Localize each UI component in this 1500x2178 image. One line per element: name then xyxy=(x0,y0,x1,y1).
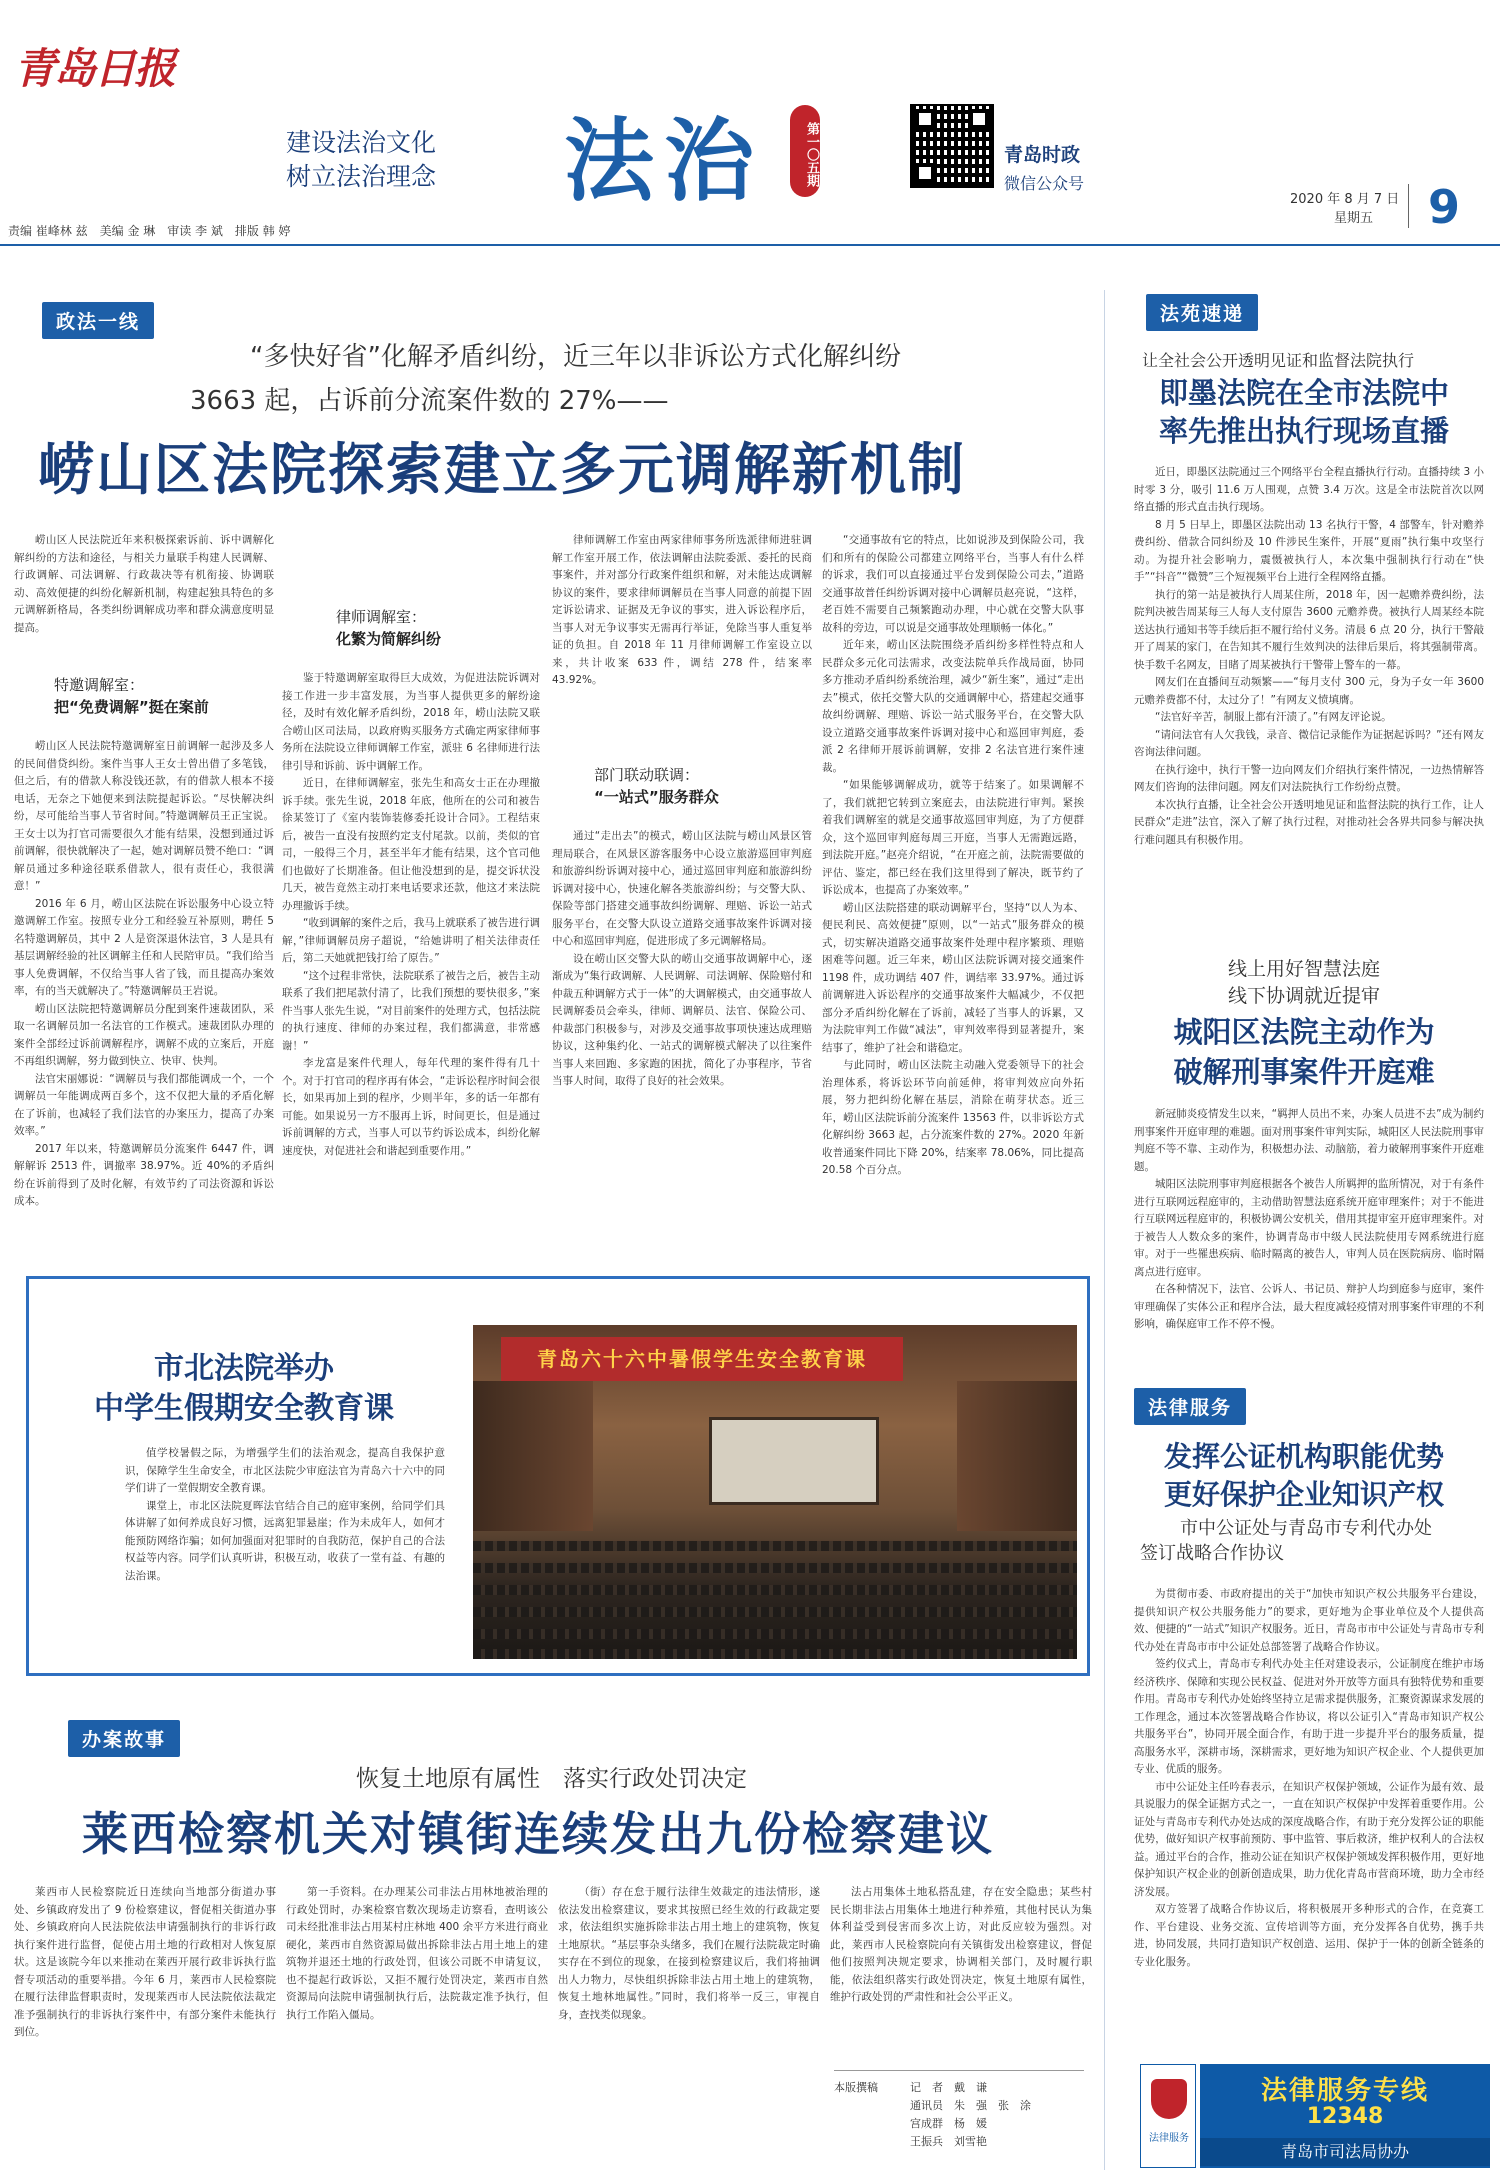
story3-kicker-line2: 签订战略合作协议 xyxy=(1140,1543,1284,1564)
paragraph: 第一手资料。在办理某公司非法占用林地被治理的行政处罚时，办案检察官数次现场走访察看，查明该公司未经批准非法占用某村庄林地 400 余平方米进行商业硬化，莱西市自然资源局做出拆除非法占用土地上的建筑物并退还土地的行政处罚，但该公司既不申请复议，也不提起行政诉讼，又拒不履行处罚决定，莱西市自然资源局向法院申请强制执行后，法院裁定准予执行，但执行工作陷入僵局。 xyxy=(286,1886,548,2021)
story3-headline-line2: 更好保护企业知识产权 xyxy=(1163,1478,1444,1511)
story2-kicker-line1: 线上用好智慧法庭 xyxy=(1227,958,1380,980)
issue-label: 第一〇五期 xyxy=(804,121,819,187)
side-kicker: 让全社会公开透明见证和监督法院执行 xyxy=(1142,351,1415,370)
subhead-3-line1: 部门联动联调： xyxy=(594,766,700,784)
side-headline-line1: 即墨法院在全市法院中 xyxy=(1158,376,1449,410)
paragraph: 近日，在律师调解室，张先生和高女士正在办理撤诉手续。张先生说，2018 年底，他所在的公司和被告徐某签订了《室内装饰装修委托设计合同》。工程结束后，被告一直没有按照约定支付尾款。以前，类似的官司，一般得三个月，甚至半年才能有结果，这个官司他们也做好了长期准备。但让他没想到的是，提交诉状没几天，被告竟然主动打来电话要求还款，他这才来法院办理撤诉手续。 xyxy=(282,777,540,912)
paragraph: 鉴于特邀调解室取得巨大成效，为促进法院诉调对接工作进一步丰富发展，为当事人提供更多的解纷途径，及时有效化解矛盾纠纷，2018 年，崂山法院又联合崂山区司法局，以政府购买服务方式确定两家律师事务所在法院设立律师调解工作室，派驻 6 名律师进行法律引导和诉前、诉中调解工作。 xyxy=(282,672,540,772)
bottom-headline: 莱西检察机关对镇街连续发出九份检察建议 xyxy=(82,1807,994,1861)
main-col3a xyxy=(552,532,812,754)
qr-code-icon xyxy=(910,104,994,188)
stage-curtain-right xyxy=(957,1381,1077,1531)
paragraph: “收到调解的案件之后，我马上就联系了被告进行调解，”律师调解员房子超说，“给她讲明了相关法律责任后，第二天她就把钱打给了原告。” xyxy=(282,917,540,964)
feature-text xyxy=(125,1445,445,1643)
paragraph: 近年来，崂山区法院围绕矛盾纠纷多样性特点和人民群众多元化司法需求，改变法院单兵作战局面，协同多方推动矛盾纠纷系统治理，减少“新生案”，通过“走出去”模式，依托交警大队的交通调解中心，搭建起交通事故纠纷调解、理赔、诉讼一站式服务平台，在交警大队设立道路交通事故案件诉调对接中心和巡回审判庭，委派 2 名律师开展诉前调解，安排 2 名法官进行案件速裁。 xyxy=(822,639,1084,774)
legal-hotline-ad xyxy=(1200,2064,1490,2168)
story3-kicker xyxy=(1140,1516,1490,1566)
story2-headline-line2: 破解刑事案件开庭难 xyxy=(1173,1055,1435,1089)
paragraph: （街）存在怠于履行法律生效裁定的违法情形，遂依法发出检察建议，要求其按照已经生效的行政裁定要求，依法组织实施拆除非法占用土地上的建筑物，恢复土地原状。“基层事杂头绪多，我们在履行法院裁定时确实存在不到位的现象，在接到检察建议后，我们将抽调出人力物力，尽快组织拆除非法占用土地上的建筑物，恢复土地林地属性。”同时，我们将举一反三，审视自身，查找类似现象。 xyxy=(558,1886,820,2021)
issue-date xyxy=(1290,190,1399,228)
bottom-col2 xyxy=(286,1884,548,2174)
subhead-3-line2: “一站式”服务群众 xyxy=(594,788,719,806)
story2-headline xyxy=(1118,1012,1490,1092)
paragraph: 2017 年以来，特邀调解员分流案件 6447 件，调解解诉 2513 件，调撤率 38.97%。近 40%的矛盾纠纷在诉前得到了及时化解，有效节约了司法资源和诉讼成本。 xyxy=(14,1142,274,1207)
paragraph: 执行的第一站是被执行人周某住所，2018 年，因一起赡养费纠纷，法院判决被告周某每三人每人支付原告 3600 元赡养费。被执行人周某经本院送达执行通知书等手续后拒不履行给付义务。清晨 6 点 20 分，执行干警敲开了周某的家门，在告知其不履行生效判决的法律后果后，将其强制带离。快手数千名网友，目睹了周某被执行干警带上警车的一幕。 xyxy=(1134,588,1484,671)
bottom-col3 xyxy=(558,1884,820,2174)
section-tag-bottom: 办案故事 xyxy=(68,1720,180,1757)
wechat-sub: 微信公众号 xyxy=(1004,174,1085,193)
feature-headline-line1: 市北法院举办 xyxy=(154,1351,334,1386)
paragraph: “如果能够调解成功，就等于结案了。如果调解不了，我们就把它转到立案庭去，由法院进行审判。紧挨着我们调解室的就是交通事故巡回审判庭，为了方便群众，这个巡回审判庭每周三开庭，当事人无需跑远路，到法院开庭。”赵亮介绍说，“在开庭之前，法院需要做的评估、鉴定，都已经在我们这里得到了解决，既节约了诉讼成本，也提高了办案效率。” xyxy=(822,779,1084,896)
page-credits xyxy=(834,2070,1084,2172)
paragraph: 为贯彻市委、市政府提出的关于“加快市知识产权公共服务平台建设，提供知识产权公共服务能力”的要求，更好地为企事业单位及个人提供高效、便捷的“一站式”知识产权服务。近日，青岛市市中公证处与青岛市专利代办处在青岛市市中公证处总部签署了战略合作协议。 xyxy=(1134,1588,1484,1653)
paragraph: 8 月 5 日早上，即墨区法院出动 13 名执行干警，4 部警车，针对赡养费纠纷、借款合同纠纷及 10 件涉民生案件，开展“夏雨”执行集中攻坚行动。为提升社会影响力，震慑被执行人，本次集中强制执行行动在“快手”“抖音”“微赞”三个短视频平台上进行全程网络直播。 xyxy=(1134,518,1484,583)
paragraph: 近日，即墨区法院通过三个网络平台全程直播执行行动。直播持续 3 小时零 3 分，吸引 11.6 万人围观，点赞 3.4 万次。这是全市法院首次以网络直播的形式直击执行现场。 xyxy=(1134,466,1484,513)
paragraph: 律师调解工作室由两家律师事务所选派律师进驻调解工作室开展工作，依法调解由法院委派、委托的民商事案件，并对部分行政案件组织和解，对未能达成调解协议的案件，要求律师调解员在当事人同意的前提下固定诉讼请求、证据及无争议的事实，进入诉讼程序后，当事人对无争议事实无需再行举证，免除当事人重复举证的负担。自 2018 年 11 月律师调解工作室设立以来，共计收案 633 件，调结 278 件，结案率 43.92%。 xyxy=(552,534,812,686)
main-col3 xyxy=(552,828,812,1224)
subhead-2 xyxy=(336,606,441,650)
subhead-2-line1: 律师调解室： xyxy=(336,608,427,626)
weekday-text: 星期五 xyxy=(1334,211,1374,226)
wechat-label xyxy=(1004,140,1084,194)
masthead xyxy=(0,0,1500,245)
paragraph: 在执行途中，执行干警一边向网友们介绍执行案件情况，一边热情解答网友们咨询的法律问题。网友们对法院执行工作纷纷点赞。 xyxy=(1134,763,1484,793)
subhead-1-line2: 把“免费调解”挺在案前 xyxy=(54,698,209,716)
audience-area xyxy=(473,1535,1077,1659)
story3-headline-line1: 发挥公证机构职能优势 xyxy=(1163,1440,1444,1473)
hotline-number: 12348 xyxy=(1306,2104,1384,2129)
subhead-1 xyxy=(54,674,209,718)
main-col1 xyxy=(14,532,274,684)
subhead-3 xyxy=(594,764,719,808)
paragraph: 签约仪式上，青岛市专利代办处主任对建设表示，公证制度在维护市场经济秩序、保障和实现公民权益、促进对外开放等方面具有独特优势和重要作用。青岛市专利代办处始终坚持立足需求提供服务，汇聚资源谋求发展的工作理念，通过本次签署战略合作协议，将以公证引入“青岛市知识产权公共服务平台”，协同开展全面合作，有助于进一步提升平台的服务质量，提高服务水平，深耕市场，深耕需求，更好地为知识产权企业、个人提供更加专业、优质的服务。 xyxy=(1134,1658,1484,1775)
feature-headline-line2: 中学生假期安全教育课 xyxy=(94,1391,394,1426)
photo-banner: 青岛六十六中暑假学生安全教育课 xyxy=(501,1337,903,1381)
paragraph: 法占用集体土地私搭乱建，存在安全隐患；某些村民长期非法占用集体土地进行种养殖，其他村民认为集体利益受到侵害而多次上访，对此反应较为强烈。对此，莱西市人民检察院向有关镇街发出检察建议，督促他们按照判决规定要求，协调相关部门，及时履行职能，依法组织落实行政处罚决定，恢复土地原有属性，维护行政处罚的严肃性和社会公平正义。 xyxy=(830,1886,1092,2003)
credits-label: 本版撰稿 xyxy=(834,2081,878,2094)
classroom-photo xyxy=(473,1325,1077,1659)
paragraph: 莱西市人民检察院近日连续向当地部分街道办事处、乡镇政府发出了 9 份检察建议，督促相关街道办事处、乡镇政府向人民法院依法申请强制执行的非诉行政执行案件进行监督，促使占用土地的行政相对人恢复原状。这是该院今年以来推动在莱西开展行政非诉执行监督专项活动的重要举措。今年 6 月，莱西市人民检察院在履行法律监督职责时，发现莱西市人民法院依法裁定准予强制执行的非诉执行案件中，有部分案件未能执行到位。 xyxy=(14,1886,276,2038)
paragraph: 崂山区法院搭建的联动调解平台，坚持“以人为本、便民利民、高效便捷”原则，以“一站式”服务群众的模式，切实解决道路交通事故案件处理中程序繁琐、理赔困难等问题。近三年来，崂山区法院诉调对接交通案件 1198 件，成功调结 407 件，调结率 33.97%。通过诉前调解进入诉讼程序的交通事故案件大幅减少，不仅把部分矛盾纠纷化解在了诉前，减轻了当事人的诉累，又为法院审判工作做“减法”，审判效率得到显著提升，案结事了，维护了社会和谐稳定。 xyxy=(822,901,1084,1054)
side-story1-text xyxy=(1134,464,1484,904)
paragraph: 值学校暑假之际，为增强学生们的法治观念，提高自我保护意识，保障学生生命安全，市北区法院少审庭法官为青岛六十六中的同学们讲了一堂假期安全教育课。 xyxy=(125,1447,445,1494)
paragraph: 与此同时，崂山区法院主动融入党委领导下的社会治理体系，将诉讼环节向前延伸，将审判效应向外拓展，努力把纠纷化解在基层，消除在萌芽状态。近三年，崂山区法院诉前分流案件 13563 件，以非诉讼方式化解纠纷 3663 起，占分流案件数的 27%。2020 年新收普通案件同比下降 20%，结案率 78.06%，同比提高 20.58 个百分点。 xyxy=(822,1059,1084,1176)
main-col1b xyxy=(14,738,274,1224)
story2-kicker-line2: 线下协调就近提审 xyxy=(1227,985,1380,1007)
story2-text xyxy=(1134,1106,1484,1354)
shield-icon xyxy=(1151,2079,1187,2119)
paragraph: 双方签署了战略合作协议后，将积极展开多种形式的合作，在竞赛工作、平台建设、业务交流、宣传培训等方面，充分发挥各自优势，携手共进，协同发展，共同打造知识产权创造、运用、保护于一体的创新全链条的专业化服务。 xyxy=(1134,1903,1484,1968)
main-kicker2: 3663 起，占诉前分流案件数的 27%—— xyxy=(190,386,669,416)
story3-text xyxy=(1134,1586,1484,2046)
date-text: 2020 年 8 月 7 日 xyxy=(1290,192,1400,207)
slogan xyxy=(286,126,436,194)
section-tag-legal: 法律服务 xyxy=(1134,1388,1246,1425)
main-col4 xyxy=(822,532,1084,1224)
slogan-line2: 树立法治理念 xyxy=(286,162,437,191)
bottom-col1 xyxy=(14,1884,276,2174)
feature-headline xyxy=(29,1349,459,1429)
page-number-divider xyxy=(1408,184,1409,228)
main-headline: 崂山区法院探索建立多元调解新机制 xyxy=(38,437,966,503)
main-kicker1: “多快好省”化解矛盾纠纷，近三年以非诉讼方式化解纠纷 xyxy=(250,342,901,372)
editor-credits: 责编 崔峰林 兹 美编 金 琳 审读 李 斌 排版 韩 婷 xyxy=(8,224,291,238)
paper-logo: 青岛日报 xyxy=(14,44,175,93)
stage-curtain-left xyxy=(473,1381,593,1531)
masthead-rule xyxy=(0,244,1500,246)
legal-service-logo xyxy=(1140,2064,1196,2168)
story3-kicker-line1: 市中公证处与青岛市专利代办处 xyxy=(1180,1518,1432,1539)
paragraph: 课堂上，市北区法院夏晖法官结合自己的庭审案例，给同学们具体讲解了如何养成良好习惯，远离犯罪悬崖；作为未成年人，如何才能预防网络诈骗；如何加强面对犯罪时的自我防范，保护自己的合法权益等内容。同学们认真听讲，积极互动，收获了一堂有益、有趣的法治课。 xyxy=(125,1499,445,1582)
subhead-1-line1: 特邀调解室： xyxy=(54,676,145,694)
paragraph: 新冠肺炎疫情发生以来，“羁押人员出不来，办案人员进不去”成为制约刑事案件开庭审理的难题。面对刑事案件审判实际，城阳区人民法院刑事审判庭不等不靠、主动作为，积极想办法、动脑筋，着力破解刑事案件开庭难题。 xyxy=(1134,1108,1484,1173)
logo-text: 法律服务 xyxy=(1149,2133,1189,2144)
page-number: 9 xyxy=(1428,180,1461,234)
paragraph: 市中公证处主任吟春表示，在知识产权保护领域，公证作为最有效、最具说服力的保全证据方式之一，一直在知识产权保护中发挥着重要作用。公证处与青岛市专利代办处达成的深度战略合作，有助于充分发挥公证的职能优势，做好知识产权事前预防、事中监管、事后救济，维护权利人的合法权益。通过平台的合作，推动公证在知识产权保护领域发挥积极作用，更好地保护知识产权企业的创新创造成果，助力优化青岛市营商环境，助力全市经济发展。 xyxy=(1134,1780,1484,1898)
wechat-name: 青岛时政 xyxy=(1004,144,1081,166)
story2-headline-line1: 城阳区法院主动作为 xyxy=(1173,1015,1435,1049)
paragraph: 法官宋丽娜说：“调解员与我们都能调成一个，一个调解员一年能调成两百多个，这不仅把大量的矛盾化解在了诉前，也减轻了我们法官的办案压力，提高了办案效率。” xyxy=(14,1072,274,1137)
paragraph: 网友们在直播间互动频繁——“每月支付 300 元，身为子女一年 3600 元赡养费都不付，太过分了！”有网友义愤填膺。 xyxy=(1134,676,1484,706)
paragraph: 崂山区人民法院特邀调解室日前调解一起涉及多人的民间借贷纠纷。案件当事人王女士曾出借了多笔钱，但之后，有的借款人称没钱还款，有的借款人根本不接电话，无奈之下她便来到法院提起诉讼。“尽快解决纠纷，尽可能给当事人节省时间。”特邀调解员王正宝说。王女士以为打官司需要很久才能有结果，没想到通过诉前调解，很快就解决了一起，她对调解员赞不绝口：“调解员通过多种途径联系借款人，很有责任心，我很满意！” xyxy=(14,740,274,892)
paragraph: 崂山区人民法院近年来积极探索诉前、诉中调解化解纠纷的方法和途径，与相关力量联手构建人民调解、行政调解、司法调解、行政裁决等有机衔接、协调联动、高效便捷的纠纷化解新机制，构建起独具特色的多元调解新格局，各类纠纷调解成功率和群众满意度明显提高。 xyxy=(14,534,274,634)
paragraph: “这个过程非常快，法院联系了被告之后，被告主动联系了我们把尾款付清了，比我们预想的要快很多，”案件当事人张先生说，“对目前案件的处理方式，包括法院的执行速度、律师的办案过程，我们都满意，非常感谢！” xyxy=(282,969,540,1052)
section-title: 法治 xyxy=(564,108,764,214)
story2-kicker xyxy=(1118,956,1490,1010)
feature-box xyxy=(26,1276,1090,1676)
paragraph: “交通事故有它的特点，比如说涉及到保险公司，我们和所有的保险公司都建立网络平台，当事人有什么样的诉求，我们可以直接通过平台发到保险公司去，”道路交通事故普任纠纷诉调对接中心调解员赵亮说，“这样，老百姓不需要自己频繁跑动办理，中心就在交警大队事故科的旁边，可以说是交通事故处理顺畅一体化。” xyxy=(822,534,1084,634)
paragraph: 2016 年 6 月，崂山区法院在诉讼服务中心设立特邀调解工作室。按照专业分工和经验互补原则，聘任 5 名特邀调解员，其中 2 人是资深退休法官，3 人是具有基层调解经验的社区调解主任和人民陪审员。“我们给当事人免费调解，不仅给当事人省了钱，而且提高办案效率，有的当天就解决了。”特邀调解员王岩说。 xyxy=(14,897,274,997)
section-tag-side: 法苑速递 xyxy=(1146,294,1258,331)
stage-screen xyxy=(709,1417,879,1505)
side-divider xyxy=(1104,290,1105,2170)
paragraph: 崂山区法院把特邀调解员分配到案件速裁团队，采取一名调解员加一名法官的工作模式。速裁团队办理的案件全部经过诉前调解程序，调解不成的立案后，开庭不再组织调解，努力做到快立、快审、快判。 xyxy=(14,1002,274,1067)
hotline-title: 法律服务专线 xyxy=(1260,2076,1429,2106)
paragraph: 在各种情况下，法官、公诉人、书记员、辩护人均到庭参与庭审，案件审理确保了实体公正和程序合法，最大程度减轻疫情对刑事案件审理的不利影响，确保庭审工作不停不慢。 xyxy=(1134,1283,1484,1330)
side-headline-line2: 率先推出执行现场直播 xyxy=(1158,414,1449,448)
side-headline xyxy=(1118,374,1490,450)
main-col2 xyxy=(282,670,540,1224)
paragraph: 李龙富是案件代理人，每年代理的案件得有几十个。对于打官司的程序再有体会，“走诉讼程序时间会很长，如果再加上到的程序，少则半年，多的话一年都有可能。如果说另一方不服再上诉，时间更长，但是通过诉前调解的方式，当事人可以节约诉讼成本，纠纷化解速度快，对促进社会和谐起到重要作用。” xyxy=(282,1057,540,1157)
paragraph: “法官好辛苦，制服上都有汗渍了。”有网友评论说。 xyxy=(1155,711,1392,723)
hotline-sub: 青岛市司法局协办 xyxy=(1200,2138,1490,2166)
section-tag-main: 政法一线 xyxy=(42,302,154,339)
paragraph: 本次执行直播，让全社会公开透明地见证和监督法院的执行工作，让人民群众“走进”法官，深入了解了执行过程，对推动社会各界共同参与解决执行难问题具有积极作用。 xyxy=(1134,798,1484,846)
issue-badge xyxy=(790,105,820,197)
slogan-line1: 建设法治文化 xyxy=(286,128,437,157)
credits-names: 记 者 戴 谦 通讯员 朱 强 张 涂 宫成群 杨 媛 王振兵 刘雪艳 xyxy=(910,2081,1031,2148)
bottom-kicker: 恢复土地原有属性 落实行政处罚决定 xyxy=(356,1766,747,1792)
bottom-col4 xyxy=(830,1884,1092,2064)
paragraph: 设在崂山区交警大队的崂山交通事故调解中心，逐渐成为“集行政调解、人民调解、司法调解、保险赔付和仲裁五种调解方式于一体”的大调解模式，由交通事故人民调解委员会牵头，律师、调解员、法官、保险公司、仲裁部门积极参与，对涉及交通事故事项快速达成理赔协议，这种集约化、一站式的调解模式解决了以往案件当事人来回跑、多家跑的困扰，简化了办事程序，节省当事人时间，取得了良好的社会效果。 xyxy=(552,952,812,1087)
paragraph: “请问法官有人欠我钱，录音、微信记录能作为证据起诉吗？”还有网友咨询法律问题。 xyxy=(1134,728,1484,758)
paragraph: 通过“走出去”的模式，崂山区法院与崂山风景区管理局联合，在风景区游客服务中心设立旅游巡回审判庭和旅游纠纷诉调对接中心，通过巡回审判庭和旅游纠纷诉调对接中心，快速化解各类旅游纠纷；与交警大队、保险等部门搭建交通事故纠纷调解、理赔、诉讼一站式服务平台，在交警大队设立道路交通事故案件诉调对接中心和巡回审判庭，促进形成了多元调解格局。 xyxy=(552,830,812,947)
story3-headline xyxy=(1118,1438,1490,1514)
subhead-2-line2: 化繁为简解纠纷 xyxy=(336,630,442,648)
paragraph: 城阳区法院刑事审判庭根据各个被告人所羁押的监所情况，对于有条件进行互联网远程庭审的，主动借助智慧法庭系统开庭审理案件；对于不能进行互联网远程庭审的，积极协调公安机关，借用其提审室开庭审理案件。对于被告人人数众多的案件，协调青岛市中级人民法院使用专网系统进行庭审。对于一些罹患疾病、临时隔离的被告人，审判人员在医院病房、临时隔离点进行庭审。 xyxy=(1134,1178,1484,1278)
